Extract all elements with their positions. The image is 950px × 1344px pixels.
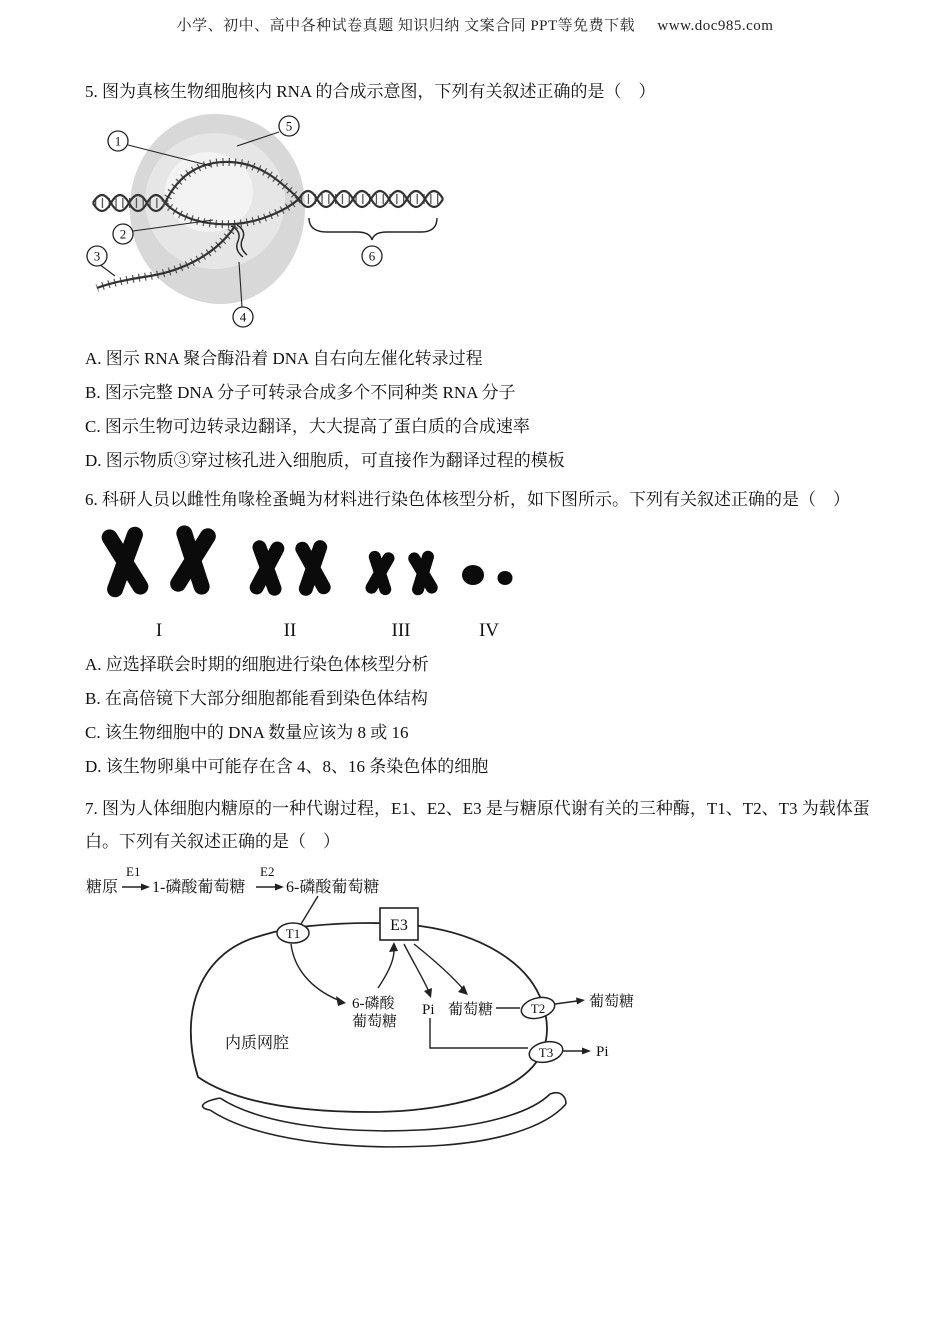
t2-label: T2 bbox=[530, 1001, 546, 1016]
q6-option-c: C. 该生物细胞中的 DNA 数量应该为 8 或 16 bbox=[85, 723, 409, 742]
question-5-stem: 5. 图为真核生物细胞核内 RNA 的合成示意图，下列有关叙述正确的是（ ） bbox=[85, 82, 656, 101]
q5-option-a: A. 图示 RNA 聚合酶沿着 DNA 自右向左催化转录过程 bbox=[85, 349, 483, 368]
q6-option-a: A. 应选择联会时期的细胞进行染色体核型分析 bbox=[85, 655, 429, 674]
q6-option-d: D. 该生物卵巢中可能存在含 4、8、16 条染色体的细胞 bbox=[85, 757, 489, 776]
er-lumen-label: 内质网腔 bbox=[225, 1035, 290, 1052]
g6p-to-t1-line bbox=[301, 896, 318, 924]
question-6-options bbox=[85, 654, 488, 790]
q7-stem-line2: 白。下列有关叙述正确的是（ ） bbox=[85, 832, 340, 851]
chromosome-group-4 bbox=[462, 565, 513, 585]
g6p-to-e3-arrowhead bbox=[389, 942, 398, 952]
callout-6: 6 bbox=[368, 248, 376, 264]
e1-label: E1 bbox=[126, 864, 141, 879]
glycogen-label: 糖原 bbox=[86, 879, 119, 896]
dna-helix-right bbox=[299, 191, 443, 207]
g1p-label: 1-磷酸葡萄糖 bbox=[152, 879, 246, 896]
e3-label: E3 bbox=[390, 917, 408, 934]
glucose-inside-label: 葡萄糖 bbox=[448, 1002, 494, 1018]
glycogen-metabolism-diagram bbox=[80, 862, 660, 1192]
e3-to-pi-arrowhead bbox=[424, 988, 432, 998]
karyotype-diagram bbox=[85, 518, 535, 646]
question-7-stem bbox=[85, 792, 905, 858]
e2-label: E2 bbox=[260, 864, 275, 879]
callout-1: 1 bbox=[114, 133, 122, 149]
t1-label: T1 bbox=[285, 926, 301, 941]
g6p-label: 6-磷酸葡萄糖 bbox=[286, 879, 380, 896]
t3-label: T3 bbox=[538, 1045, 554, 1060]
t2-out-line bbox=[555, 1001, 577, 1004]
pi-inside-label: Pi bbox=[422, 1002, 435, 1018]
e1-arrowhead bbox=[141, 884, 150, 891]
callout-4: 4 bbox=[239, 309, 247, 325]
transcription-diagram bbox=[85, 106, 465, 341]
chromosome-group-2 bbox=[247, 537, 334, 599]
group-label-4: IV bbox=[478, 620, 500, 641]
question-6-stem: 6. 科研人员以雌性角喙栓蚤蝇为材料进行染色体核型分析，如下图所示。下列有关叙述正确的是（ ） bbox=[85, 490, 850, 509]
g6p-inside-line1: 6-磷酸 bbox=[352, 996, 395, 1012]
q5-option-d: D. 图示物质③穿过核孔进入细胞质，可直接作为翻译过程的模板 bbox=[85, 451, 565, 470]
t1-to-g6p-arrowhead bbox=[336, 996, 346, 1006]
pi-out-label: Pi bbox=[596, 1044, 609, 1060]
q7-stem-line1: 7. 图为人体细胞内糖原的一种代谢过程，E1、E2、E3 是与糖原代谢有关的三种酶，T1、T2、T3 为载体蛋 bbox=[85, 799, 870, 818]
chromosome-group-3 bbox=[363, 548, 441, 598]
callout-3: 3 bbox=[93, 248, 101, 264]
e3-to-glucose-arrowhead bbox=[458, 985, 468, 995]
lumen-arrows bbox=[291, 944, 528, 1048]
header-text: 小学、初中、高中各种试卷真题 知识归纳 文案合同 PPT等免费下载 bbox=[176, 18, 636, 34]
chromosome-group-1 bbox=[98, 522, 220, 601]
e2-arrowhead bbox=[275, 884, 284, 891]
q5-option-c: C. 图示生物可边转录边翻译，大大提高了蛋白质的合成速率 bbox=[85, 417, 530, 436]
brace bbox=[309, 218, 437, 240]
group-label-3: III bbox=[391, 620, 411, 641]
g6p-inside-line2: 葡萄糖 bbox=[352, 1014, 398, 1030]
question-5-options bbox=[85, 348, 565, 484]
t2-out-arrowhead bbox=[576, 998, 585, 1005]
glucose-out-label: 葡萄糖 bbox=[589, 994, 635, 1010]
page-header bbox=[0, 14, 950, 35]
group-label-2: II bbox=[283, 620, 297, 641]
callout-5: 5 bbox=[285, 118, 293, 134]
t3-out-arrowhead bbox=[582, 1048, 591, 1055]
header-site-url: www.doc985.com bbox=[657, 18, 774, 34]
callout-2: 2 bbox=[119, 226, 127, 242]
group-label-1: I bbox=[155, 620, 163, 641]
q5-option-b: B. 图示完整 DNA 分子可转录合成多个不同种类 RNA 分子 bbox=[85, 383, 516, 402]
q6-option-b: B. 在高倍镜下大部分细胞都能看到染色体结构 bbox=[85, 689, 428, 708]
